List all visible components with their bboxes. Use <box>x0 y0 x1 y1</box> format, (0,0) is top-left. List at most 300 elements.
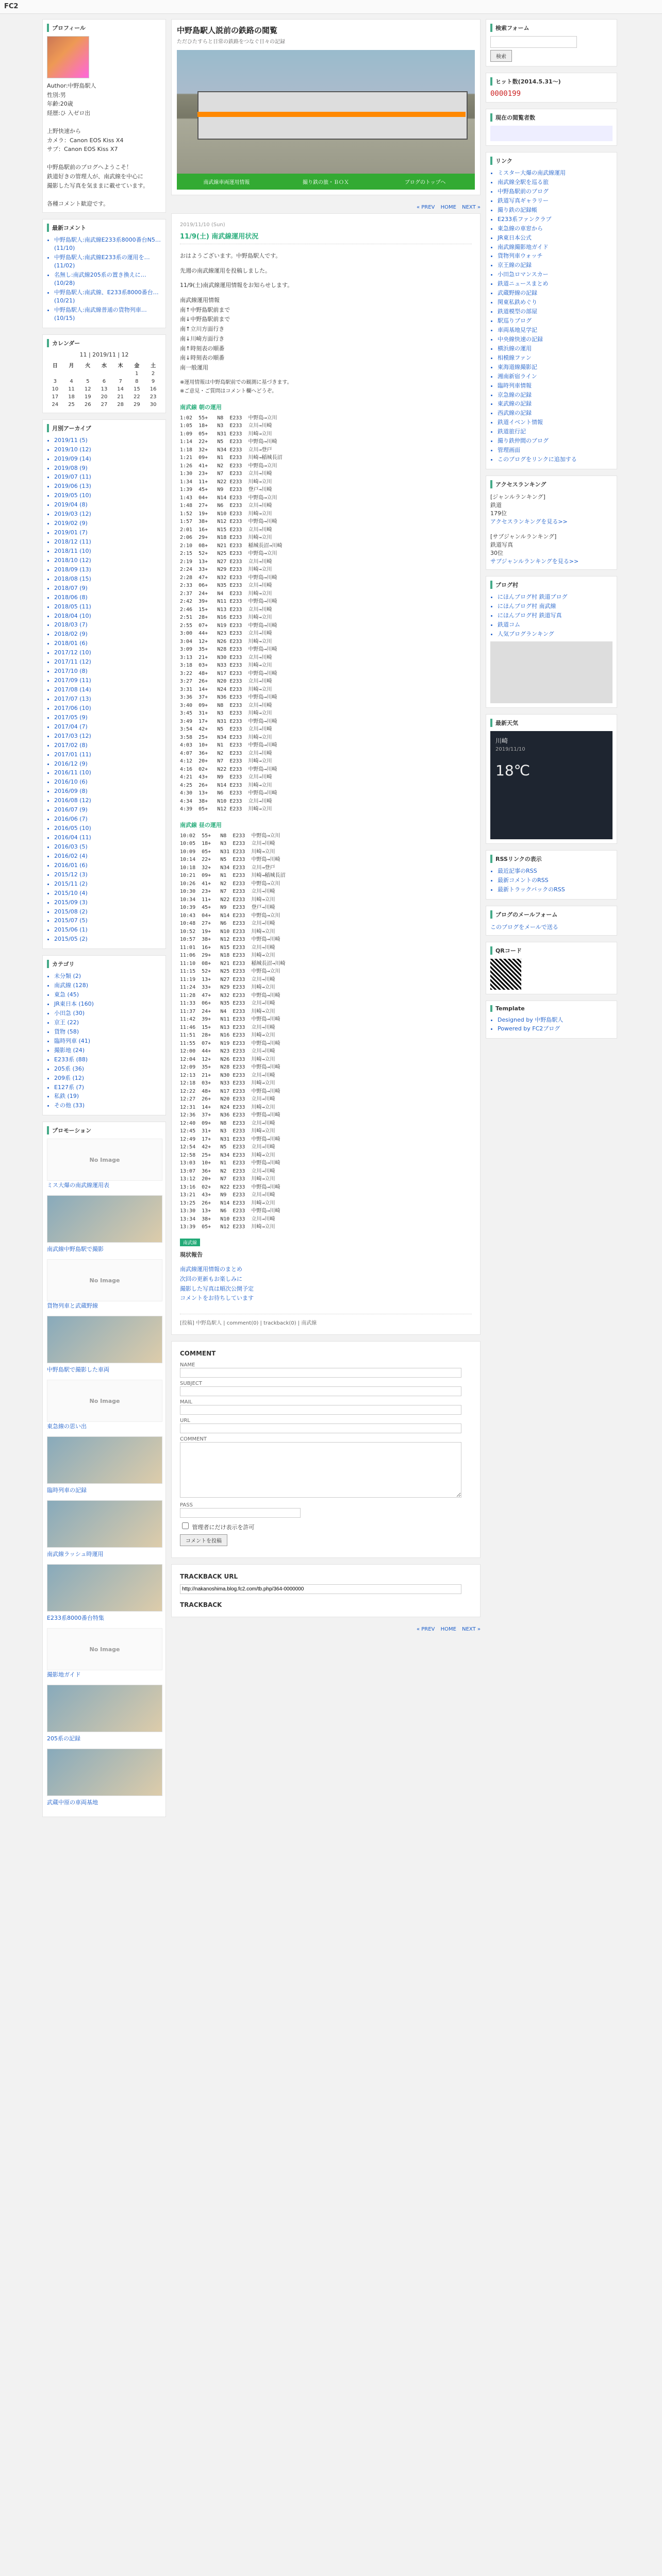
weather-widget[interactable] <box>490 731 613 839</box>
calendar-table <box>47 360 161 409</box>
template-box <box>486 1001 617 1039</box>
current-visitors-box <box>486 109 617 146</box>
recent-comment-item[interactable]: • 中野島駅人:南武線、E233系8000番台…(10/21) <box>54 289 161 305</box>
pager-next[interactable]: NEXT » <box>462 205 481 210</box>
archive-item[interactable]: • 2018/02 (9) <box>54 630 161 638</box>
archive-item[interactable]: • 2018/01 (6) <box>54 639 161 648</box>
archive-item[interactable]: • 2015/12 (3) <box>54 871 161 879</box>
calendar-day[interactable]: 3 <box>53 378 57 384</box>
template-list <box>490 1016 613 1033</box>
category-item[interactable]: • 臨時列車 (41) <box>54 1037 161 1045</box>
counter-box <box>486 73 617 103</box>
calendar-day[interactable]: 11 <box>68 386 75 392</box>
article-subheading-2: 南武線 昼の運用 <box>180 821 222 828</box>
secret-checkbox[interactable] <box>182 1522 189 1529</box>
archive-item[interactable]: • 2017/08 (14) <box>54 686 161 694</box>
calendar-day[interactable]: 19 <box>84 394 91 400</box>
link-item[interactable]: • JR東日本公式 <box>498 234 613 242</box>
counter-value: 0000199 <box>490 90 521 98</box>
archive-item[interactable]: • 2018/08 (15) <box>54 575 161 583</box>
pager-home-bottom[interactable]: HOME <box>440 1626 456 1632</box>
mail-form-link[interactable]: このブログをメールで送る <box>490 923 558 930</box>
pager-next-bottom[interactable]: NEXT » <box>462 1626 481 1632</box>
pager-prev[interactable]: « PREV <box>416 205 435 210</box>
archive-item[interactable]: • 2017/07 (13) <box>54 695 161 703</box>
archive-item[interactable]: • 2015/08 (2) <box>54 908 161 916</box>
archive-item[interactable]: • 2018/09 (13) <box>54 566 161 574</box>
calendar-month[interactable]: 11 | 2019/11 | 12 <box>79 351 129 358</box>
access-rank-line: [ジャンルランキング] <box>490 494 545 500</box>
pager-bottom <box>171 1623 481 1635</box>
archive-item[interactable]: • 2015/06 (1) <box>54 926 161 934</box>
related-item[interactable] <box>47 1436 161 1494</box>
category-item[interactable]: • 小田急 (30) <box>54 1009 161 1018</box>
trackback-heading-2: TRACKBACK <box>180 1601 222 1608</box>
related-heading: プロモーション <box>47 1126 161 1134</box>
calendar-heading: カレンダー <box>47 339 161 347</box>
related-thumbnail <box>47 1564 162 1612</box>
nav-item-operations[interactable]: 南武線車両運用情報 <box>203 180 250 185</box>
rss-item[interactable]: • 最新コメントのRSS <box>498 876 613 885</box>
archive-item[interactable]: • 2017/01 (11) <box>54 751 161 759</box>
current-visitors-heading: 現在の閲覧者数 <box>490 113 613 122</box>
recent-comment-item[interactable]: • 中野島駅人:南武線E233系の運用を…(11/02) <box>54 253 161 270</box>
main-content <box>171 19 481 1635</box>
related-item-label[interactable]: 撮影地ガイド <box>47 1671 81 1679</box>
link-item[interactable]: • 鉄道模型の部屋 <box>498 308 613 316</box>
archive-item[interactable]: • 2016/07 (9) <box>54 806 161 814</box>
archive-item[interactable]: • 2019/07 (11) <box>54 473 161 481</box>
link-item[interactable]: • ミスター大爆の南武線運用 <box>498 169 613 177</box>
mail-label: MAIL <box>180 1399 192 1405</box>
archive-item[interactable]: • 2016/08 (12) <box>54 796 161 805</box>
mail-form-box <box>486 906 617 936</box>
search-box <box>486 19 617 66</box>
archive-heading: 月別アーカイブ <box>47 424 161 432</box>
link-item[interactable]: • 東急線の車窓から <box>498 225 613 233</box>
calendar-day[interactable]: 8 <box>135 378 139 384</box>
name-field[interactable] <box>180 1368 461 1378</box>
profile-box <box>42 19 166 213</box>
archive-item[interactable]: • 2015/10 (4) <box>54 889 161 897</box>
archive-item[interactable]: • 2015/11 (2) <box>54 880 161 888</box>
link-item[interactable]: • 関東私鉄めぐり <box>498 298 613 307</box>
calendar-box <box>42 334 166 413</box>
calendar-day[interactable]: 25 <box>68 401 75 408</box>
link-item[interactable]: • 鉄道旅行記 <box>498 428 613 436</box>
link-item[interactable]: • 西武線の記録 <box>498 409 613 417</box>
article-intro-2: 先週の南武線運用を投稿しました。 <box>180 267 271 274</box>
calendar-day <box>112 370 129 378</box>
link-item[interactable]: • 東海道線撮影記 <box>498 363 613 371</box>
template-item[interactable]: • Designed by 中野島駅人 <box>498 1016 613 1024</box>
related-item-label[interactable]: ミス大爆の南武線運用表 <box>47 1182 109 1189</box>
template-item[interactable]: • Powered by FC2ブログ <box>498 1025 613 1033</box>
comment-form <box>171 1341 481 1558</box>
site-header <box>171 19 481 195</box>
blog-rank-item[interactable]: • にほんブログ村 南武線 <box>498 602 613 611</box>
template-heading: Template <box>490 1005 613 1012</box>
related-item[interactable] <box>47 1500 161 1558</box>
access-rank-line[interactable]: アクセスランキングを見る>> <box>490 518 568 525</box>
archive-item[interactable]: • 2018/04 (10) <box>54 612 161 620</box>
calendar-day[interactable]: 15 <box>134 386 140 392</box>
calendar-day[interactable]: 27 <box>101 401 108 408</box>
blog-rank-item[interactable]: • 鉄道コム <box>498 621 613 629</box>
link-item[interactable]: • 南武線全駅を巡る旅 <box>498 178 613 187</box>
calendar-day <box>79 370 96 378</box>
article-meta: [投稿] 中野島駅人 | comment(0) | trackback(0) | 南武線 <box>180 1314 472 1326</box>
related-item-label[interactable]: 貨物列車と武蔵野線 <box>47 1302 98 1310</box>
related-item[interactable] <box>47 1564 161 1622</box>
no-image-placeholder: No Image <box>47 1259 162 1301</box>
pass-label: PASS <box>180 1502 193 1508</box>
archive-item[interactable]: • 2018/11 (10) <box>54 547 161 555</box>
archive-item[interactable]: • 2018/06 (8) <box>54 594 161 602</box>
related-item-label[interactable]: 南武線ラッシュ時運用 <box>47 1551 104 1558</box>
fc2-logo[interactable]: FC2 <box>4 3 19 10</box>
links-heading: リンク <box>490 157 613 165</box>
search-heading: 検索フォーム <box>490 24 613 32</box>
access-rank-box <box>486 476 617 570</box>
recent-comment-item[interactable]: • 中野島駅人:南武線普通の貨物列車…(10/15) <box>54 306 161 323</box>
visitors-widget <box>490 126 613 141</box>
article-footer-note: 現状報告 <box>180 1251 203 1258</box>
blog-rank-list <box>490 593 613 638</box>
calendar-day[interactable]: 2 <box>151 370 155 377</box>
archive-item[interactable]: • 2016/06 (7) <box>54 815 161 823</box>
train-list-1: 1:02 55+ N8 E233 中野島→立川 1:05 18+ N3 E233 立川→川崎 1:09 05+ N31 E233 川崎→立川 1:14 22+ N5 E233 中野島→川崎 1:18 32+ N34 E233 立川→登戸 1:21 09+ N1 E233 川崎→稲城長沼 1:26 41+ N2 E233 中野島→立川 1:30 23+ N7 E233 立川→川崎 1:34 11+ N22 E233 川崎→立川 1:39 45+ N9 E233 登戸→川崎 1:43 04+ N14 E233 中野島→立川 1:48 27+ N6 E233 立川→川崎 1:52 19+ N10 E233 川崎→立川 1:57 38+ N12 E233 中野島→川崎 2:01 16+ N15 E233 立川→川崎 2:06 29+ N18 E233 川崎→立川 2:10 08+ N21 E233 稲城長沼→川崎 2:15 52+ N25 E233 中野島→立川 2:19 13+ N27 E233 立川→川崎 2:24 33+ N29 E233 川崎→立川 2:28 47+ N32 E233 中野島→川崎 2:33 06+ N35 E233 立川→川崎 2:37 24+ N4 E233 川崎→立川 2:42 39+ N11 E233 中野島→川崎 2:46 15+ N13 E233 立川→川崎 2:51 28+ N16 E233 川崎→立川 2:55 07+ N19 E233 中野島→川崎 3:00 44+ N23 E233 立川→川崎 3:04 12+ N26 E233 川崎→立川 3:09 35+ N28 E233 中野島→川崎 3:13 21+ N30 E233 立川→川崎 3:18 03+ N33 E233 川崎→立川 3:22 48+ N17 E233 中野島→川崎 3:27 26+ N20 E233 立川→川崎 3:31 14+ N24 E233 川崎→立川 3:36 37+ N36 E233 中野島→川崎 3:40 09+ N8 E233 立川→川崎 3:45 31+ N3 E233 川崎→立川 3:49 17+ N31 E233 中野島→川崎 3:54 42+ N5 E233 立川→川崎 3:58 25+ N34 E233 川崎→立川 4:03 10+ N1 E233 中野島→川崎 4:07 36+ N2 E233 立川→川崎 4:12 20+ N7 E233 川崎→立川 4:16 02+ N22 E233 中野島→川崎 4:21 43+ N9 E233 立川→川崎 4:25 26+ N14 E233 川崎→立川 4:30 13+ N6 E233 中野島→川崎 4:34 38+ N10 E233 立川→川崎 4:39 05+ N12 E233 川崎→立川 <box>180 415 283 812</box>
category-item[interactable]: • E127系 (7) <box>54 1083 161 1092</box>
subject-field[interactable] <box>180 1386 461 1396</box>
link-item[interactable]: • E233系ファンクラブ <box>498 215 613 224</box>
weather-box <box>486 714 617 844</box>
calendar-day[interactable]: 1 <box>135 370 139 377</box>
rss-item[interactable]: • 最近記事のRSS <box>498 867 613 875</box>
archive-item[interactable]: • 2019/11 (5) <box>54 436 161 445</box>
blog-rank-heading: ブログ村 <box>490 581 613 589</box>
calendar-day[interactable]: 30 <box>150 401 157 408</box>
calendar-day[interactable]: 23 <box>150 394 157 400</box>
calendar-day[interactable]: 9 <box>151 378 155 384</box>
archive-box <box>42 419 166 950</box>
archive-item[interactable]: • 2016/04 (11) <box>54 834 161 842</box>
calendar-dow: 水 <box>101 363 107 369</box>
link-item[interactable]: • 臨時列車情報 <box>498 382 613 390</box>
category-item[interactable]: • その他 (33) <box>54 1101 161 1110</box>
category-item[interactable]: • 貨物 (58) <box>54 1028 161 1036</box>
article-footer-lines[interactable]: 南武線運用情報のまとめ 次回の更新もお楽しみに 撮影した写真は順次公開予定 コメントをお待ちしています <box>180 1266 254 1302</box>
submit-comment-button[interactable]: コメントを投稿 <box>180 1534 227 1546</box>
archive-item[interactable]: • 2019/09 (14) <box>54 455 161 463</box>
article-date: 2019/11/10 (Sun) <box>180 222 225 228</box>
link-item[interactable]: • 撮り鉄仲間のブログ <box>498 437 613 445</box>
category-item[interactable]: • 未分類 (2) <box>54 972 161 980</box>
qr-code <box>490 959 521 990</box>
related-thumbnail <box>47 1500 162 1548</box>
profile-heading: プロフィール <box>47 24 161 32</box>
archive-item[interactable]: • 2017/05 (9) <box>54 714 161 722</box>
access-rank-line: [サブジャンルランキング] <box>490 533 557 540</box>
archive-item[interactable]: • 2017/02 (8) <box>54 741 161 750</box>
archive-item[interactable]: • 2016/12 (9) <box>54 760 161 768</box>
blog-rank-banner[interactable] <box>490 641 613 703</box>
archive-item[interactable]: • 2015/07 (5) <box>54 917 161 925</box>
archive-item[interactable]: • 2016/11 (10) <box>54 769 161 777</box>
category-item[interactable]: • E233系 (88) <box>54 1056 161 1064</box>
related-item-label[interactable]: 東急線の思い出 <box>47 1423 87 1430</box>
link-item[interactable]: • 中央線快速の記録 <box>498 335 613 344</box>
weather-date: 2019/11/10 <box>495 746 525 752</box>
article-tag[interactable]: 南武線 <box>180 1239 200 1246</box>
category-item[interactable]: • 撮影地 (24) <box>54 1046 161 1055</box>
calendar-dow: 日 <box>52 363 58 369</box>
url-field[interactable] <box>180 1423 461 1433</box>
related-item[interactable] <box>47 1380 161 1430</box>
blog-rank-item[interactable]: • にほんブログ村 鉄道写真 <box>498 612 613 620</box>
link-item[interactable]: • 南武線撮影地ガイド <box>498 243 613 251</box>
calendar-day[interactable]: 4 <box>70 378 73 384</box>
archive-item[interactable]: • 2016/09 (8) <box>54 787 161 795</box>
calendar-day[interactable]: 10 <box>52 386 59 392</box>
category-item[interactable]: • 南武線 (128) <box>54 981 161 990</box>
train-stripe <box>197 112 466 117</box>
archive-item[interactable]: • 2018/05 (11) <box>54 603 161 611</box>
no-image-placeholder: No Image <box>47 1380 162 1422</box>
link-item[interactable]: • 車両基地見学記 <box>498 326 613 334</box>
article-intro-3: 11/9(土)南武線運用情報をお知らせします。 <box>180 282 293 289</box>
related-list <box>47 1139 161 1806</box>
calendar-day[interactable]: 18 <box>68 394 75 400</box>
link-item[interactable]: • 鉄道写真ギャラリー <box>498 197 613 205</box>
left-sidebar <box>42 19 166 1823</box>
archive-item[interactable]: • 2019/06 (13) <box>54 482 161 490</box>
archive-item[interactable]: • 2017/11 (12) <box>54 658 161 666</box>
archive-item[interactable]: • 2019/01 (7) <box>54 529 161 537</box>
nav-item-trips[interactable]: 撮り鉄の旅・ＢＯＸ <box>303 180 349 185</box>
calendar-day[interactable]: 16 <box>150 386 157 392</box>
link-item[interactable]: • 横浜線の運用 <box>498 345 613 353</box>
calendar-day[interactable]: 20 <box>101 394 108 400</box>
pass-field[interactable] <box>180 1508 301 1518</box>
calendar-day[interactable]: 26 <box>84 401 91 408</box>
category-item[interactable]: • 私鉄 (19) <box>54 1092 161 1100</box>
calendar-day[interactable]: 6 <box>102 378 106 384</box>
mail-field[interactable] <box>180 1405 461 1415</box>
archive-item[interactable]: • 2019/02 (9) <box>54 519 161 528</box>
search-input[interactable] <box>490 36 577 48</box>
recent-comments-list <box>47 236 161 322</box>
link-item[interactable]: • このブログをリンクに追加する <box>498 455 613 464</box>
link-item[interactable]: • 鉄道イベント情報 <box>498 418 613 427</box>
comment-textarea[interactable] <box>180 1442 461 1498</box>
article-subheading-1: 南武線 朝の運用 <box>180 403 222 411</box>
header-banner-image <box>177 50 475 174</box>
archive-item[interactable]: • 2019/10 (12) <box>54 446 161 454</box>
link-item[interactable]: • 撮り鉄の記録帳 <box>498 206 613 214</box>
rss-item[interactable]: • 最新トラックバックのRSS <box>498 886 613 894</box>
article-list-head: 南武線運用情報 南↑中野島駅前まで 南↓中野島駅前まで 南↑立川方面行き 南↓川崎方面行き 南↑時刻表の順番 南↓時刻表の順番 南一般運用 <box>180 297 230 371</box>
qr-box <box>486 942 617 994</box>
link-item[interactable]: • 京急線の記録 <box>498 391 613 399</box>
rss-heading: RSSリンクの表示 <box>490 855 613 863</box>
archive-item[interactable]: • 2016/05 (10) <box>54 824 161 833</box>
site-title[interactable]: 中野島駅人説前の鉄路の閲覧 <box>177 26 278 35</box>
calendar-day <box>47 370 63 378</box>
archive-item[interactable]: • 2017/10 (8) <box>54 667 161 675</box>
recent-comment-item[interactable]: • 名無し:南武線205系の置き換えに…(10/28) <box>54 271 161 287</box>
related-item-label[interactable]: 臨時列車の記録 <box>47 1487 87 1494</box>
secret-label: 管理者にだけ表示を許可 <box>192 1524 255 1531</box>
calendar-day[interactable]: 29 <box>134 401 140 408</box>
search-button[interactable]: 検索 <box>490 50 512 62</box>
pager-top <box>171 201 481 213</box>
link-item[interactable]: • 貨物列車ウォッチ <box>498 252 613 260</box>
access-rank-lines <box>490 493 613 565</box>
related-item[interactable] <box>47 1195 161 1253</box>
link-item[interactable]: • 駅巡りブログ <box>498 317 613 325</box>
archive-item[interactable]: • 2015/05 (2) <box>54 935 161 943</box>
counter-heading: ヒット数(2014.5.31〜) <box>490 77 613 86</box>
calendar-day <box>96 370 112 378</box>
archive-item[interactable]: • 2016/02 (4) <box>54 852 161 860</box>
mail-form-heading: ブログのメールフォーム <box>490 910 613 919</box>
related-item[interactable] <box>47 1749 161 1806</box>
blog-rank-item[interactable]: • 人気ブログランキング <box>498 630 613 638</box>
avatar <box>47 36 89 78</box>
archive-item[interactable]: • 2017/12 (10) <box>54 649 161 657</box>
archive-item[interactable]: • 2017/06 (10) <box>54 704 161 713</box>
related-item-label[interactable]: 武蔵中原の車両基地 <box>47 1799 98 1806</box>
category-item[interactable]: • 京王 (22) <box>54 1019 161 1027</box>
links-list <box>490 169 613 464</box>
related-thumbnail <box>47 1749 162 1796</box>
links-box <box>486 152 617 469</box>
subject-label: SUBJECT <box>180 1381 202 1386</box>
no-image-placeholder: No Image <box>47 1628 162 1670</box>
calendar-day[interactable]: 24 <box>52 401 59 408</box>
archive-item[interactable]: • 2016/03 (5) <box>54 843 161 851</box>
calendar-day[interactable]: 5 <box>86 378 90 384</box>
site-description: ただひたすらと日常の鉄路をつなぐ日々の記録 <box>177 39 285 45</box>
archive-item[interactable]: • 2019/05 (10) <box>54 492 161 500</box>
related-item[interactable] <box>47 1139 161 1189</box>
archive-item[interactable]: • 2018/10 (12) <box>54 556 161 565</box>
nav-item-top[interactable]: ブログのトップへ <box>404 180 446 185</box>
link-item[interactable]: • 鉄道ニュースまとめ <box>498 280 613 288</box>
trackback-box <box>171 1564 481 1617</box>
recent-comments-heading: 最新コメント <box>47 224 161 232</box>
access-rank-line: 鉄道 <box>490 502 502 509</box>
archive-item[interactable]: • 2016/01 (6) <box>54 861 161 870</box>
calendar-day[interactable]: 14 <box>117 386 124 392</box>
access-rank-heading: アクセスランキング <box>490 480 613 488</box>
blog-rank-item[interactable]: • にほんブログ村 鉄道ブログ <box>498 593 613 601</box>
calendar-day[interactable]: 21 <box>117 394 124 400</box>
link-item[interactable]: • 京王線の記録 <box>498 261 613 269</box>
link-item[interactable]: • 湘南新宿ライン <box>498 372 613 381</box>
archive-item[interactable]: • 2017/04 (7) <box>54 723 161 731</box>
related-thumbnail <box>47 1436 162 1484</box>
categories-box <box>42 955 166 1115</box>
archive-item[interactable]: • 2018/07 (9) <box>54 584 161 592</box>
link-item[interactable]: • 管理画面 <box>498 446 613 454</box>
archive-item[interactable]: • 2017/09 (11) <box>54 676 161 685</box>
weather-heading: 最新天気 <box>490 719 613 727</box>
trackback-heading: TRACKBACK URL <box>180 1573 238 1580</box>
calendar-day[interactable]: 13 <box>101 386 108 392</box>
category-item[interactable]: • 209系 (12) <box>54 1074 161 1082</box>
pager-home[interactable]: HOME <box>440 205 456 210</box>
archive-list <box>47 436 161 944</box>
archive-item[interactable]: • 2019/03 (12) <box>54 510 161 518</box>
article-title[interactable]: 11/9(土) 南武線運用状況 <box>180 231 472 244</box>
category-item[interactable]: • 東急 (45) <box>54 991 161 999</box>
archive-item[interactable]: • 2015/09 (3) <box>54 899 161 907</box>
comment-label: COMMENT <box>180 1436 207 1442</box>
article-intro-1: おはようございます。中野島駅人です。 <box>180 252 282 259</box>
related-item[interactable] <box>47 1316 161 1374</box>
rss-list <box>490 867 613 894</box>
access-rank-line: 179位 <box>490 510 507 517</box>
header-nav <box>177 174 475 190</box>
calendar-day <box>63 370 80 378</box>
archive-item[interactable]: • 2019/04 (8) <box>54 501 161 509</box>
calendar-dow: 木 <box>118 363 123 369</box>
right-sidebar <box>486 19 617 1045</box>
page-wrapper <box>42 14 620 2576</box>
calendar-dow: 金 <box>134 363 140 369</box>
archive-item[interactable]: • 2017/03 (12) <box>54 732 161 740</box>
archive-item[interactable]: • 2018/12 (11) <box>54 538 161 546</box>
category-item[interactable]: • JR東日本 (160) <box>54 1000 161 1008</box>
recent-comment-item[interactable]: • 中野島駅人:南武線E233系8000番台N5…(11/10) <box>54 236 161 252</box>
calendar-day[interactable]: 7 <box>119 378 122 384</box>
link-item[interactable]: • 武蔵野線の記録 <box>498 289 613 297</box>
related-item-label[interactable]: E233系8000番台特集 <box>47 1615 104 1622</box>
archive-item[interactable]: • 2018/03 (7) <box>54 621 161 629</box>
related-item[interactable] <box>47 1259 161 1310</box>
calendar-dow: 月 <box>69 363 74 369</box>
related-item-label[interactable]: 中野島駅で撮影した車両 <box>47 1366 109 1374</box>
name-label: NAME <box>180 1362 195 1368</box>
category-item[interactable]: • 205系 (36) <box>54 1065 161 1073</box>
trackback-url-field[interactable] <box>180 1584 461 1594</box>
calendar-day[interactable]: 28 <box>117 401 124 408</box>
article <box>171 213 481 1335</box>
archive-item[interactable]: • 2019/08 (9) <box>54 464 161 472</box>
related-item-label[interactable]: 南武線中野島駅で撮影 <box>47 1246 104 1253</box>
related-item-label[interactable]: 205系の記録 <box>47 1735 80 1742</box>
calendar-day[interactable]: 12 <box>84 386 91 392</box>
related-box <box>42 1122 166 1817</box>
related-thumbnail <box>47 1195 162 1243</box>
access-rank-line[interactable]: サブジャンルランキングを見る>> <box>490 558 579 565</box>
link-item[interactable]: • 相模線ファン <box>498 354 613 362</box>
train-list-2: 10:02 55+ N8 E233 中野島→立川 10:05 18+ N3 E233 立川→川崎 10:09 05+ N31 E233 川崎→立川 10:14 22+ N5 E233 中野島→川崎 10:18 32+ N34 E233 立川→登戸 10:21 09+ N1 E233 川崎→稲城長沼 10:26 41+ N2 E233 中野島→立川 10:30 23+ N7 E233 立川→川崎 10:34 11+ N22 E233 川崎→立川 10:39 45+ N9 E233 登戸→川崎 10:43 04+ N14 E233 中野島→立川 10:48 27+ N6 E233 立川→川崎 10:52 19+ N10 E233 川崎→立川 10:57 38+ N12 E233 中野島→川崎 11:01 16+ N15 E233 立川→川崎 11:06 29+ N18 E233 川崎→立川 11:10 08+ N21 E233 稲城長沼→川崎 11:15 52+ N25 E233 中野島→立川 11:19 13+ N27 E233 立川→川崎 11:24 33+ N29 E233 川崎→立川 11:28 47+ N32 E233 中野島→川崎 11:33 06+ N35 E233 立川→川崎 11:37 24+ N4 E233 川崎→立川 11:42 39+ N11 E233 中野島→川崎 11:46 15+ N13 E233 立川→川崎 11:51 28+ N16 E233 川崎→立川 11:55 07+ N19 E233 中野島→川崎 12:00 44+ N23 E233 立川→川崎 12:04 12+ N26 E233 川崎→立川 12:09 35+ N28 E233 中野島→川崎 12:13 21+ N30 E233 立川→川崎 12:18 03+ N33 E233 川崎→立川 12:22 48+ N17 E233 中野島→川崎 12:27 26+ N20 E233 立川→川崎 12:31 14+ N24 E233 川崎→立川 12:36 37+ N36 E233 中野島→川崎 12:40 09+ N8 E233 立川→川崎 12:45 31+ N3 E233 川崎→立川 12:49 17+ N31 E233 中野島→川崎 12:54 42+ N5 E233 立川→川崎 12:58 25+ N34 E233 川崎→立川 13:03 10+ N1 E233 中野島→川崎 13:07 36+ N2 E233 立川→川崎 13:12 20+ N7 E233 川崎→立川 13:16 02+ N22 E233 中野島→川崎 13:21 43+ N9 E233 立川→川崎 13:25 26+ N14 E233 川崎→立川 13:30 13+ N6 E233 中野島→川崎 13:34 38+ N10 E233 立川→川崎 13:39 05+ N12 E233 川崎→立川 <box>180 833 286 1230</box>
calendar-day[interactable]: 22 <box>134 394 140 400</box>
link-item[interactable]: • 中野島駅前のブログ <box>498 188 613 196</box>
qr-heading: QRコード <box>490 946 613 955</box>
link-item[interactable]: • 小田急ロマンスカー <box>498 270 613 279</box>
calendar-day[interactable]: 17 <box>52 394 59 400</box>
archive-item[interactable]: • 2016/10 (6) <box>54 778 161 786</box>
pager-prev-bottom[interactable]: « PREV <box>416 1626 435 1632</box>
related-item[interactable] <box>47 1628 161 1679</box>
link-item[interactable]: • 東武線の記録 <box>498 400 613 408</box>
profile-text: Author:中野島駅人 性別:男 年齢:20歳 経歴:ひ 入ゼロ出 上野快速から カメラ：Canon EOS Kiss X4 サブ：Canon EOS Kiss X7 中野島駅前のブログへようこそ！ 鉄道好きの管理人が、南武線を中心に 撮影した写真を気ままに載せています。 各種コメント歓迎です。 <box>47 82 149 207</box>
related-item[interactable] <box>47 1685 161 1742</box>
